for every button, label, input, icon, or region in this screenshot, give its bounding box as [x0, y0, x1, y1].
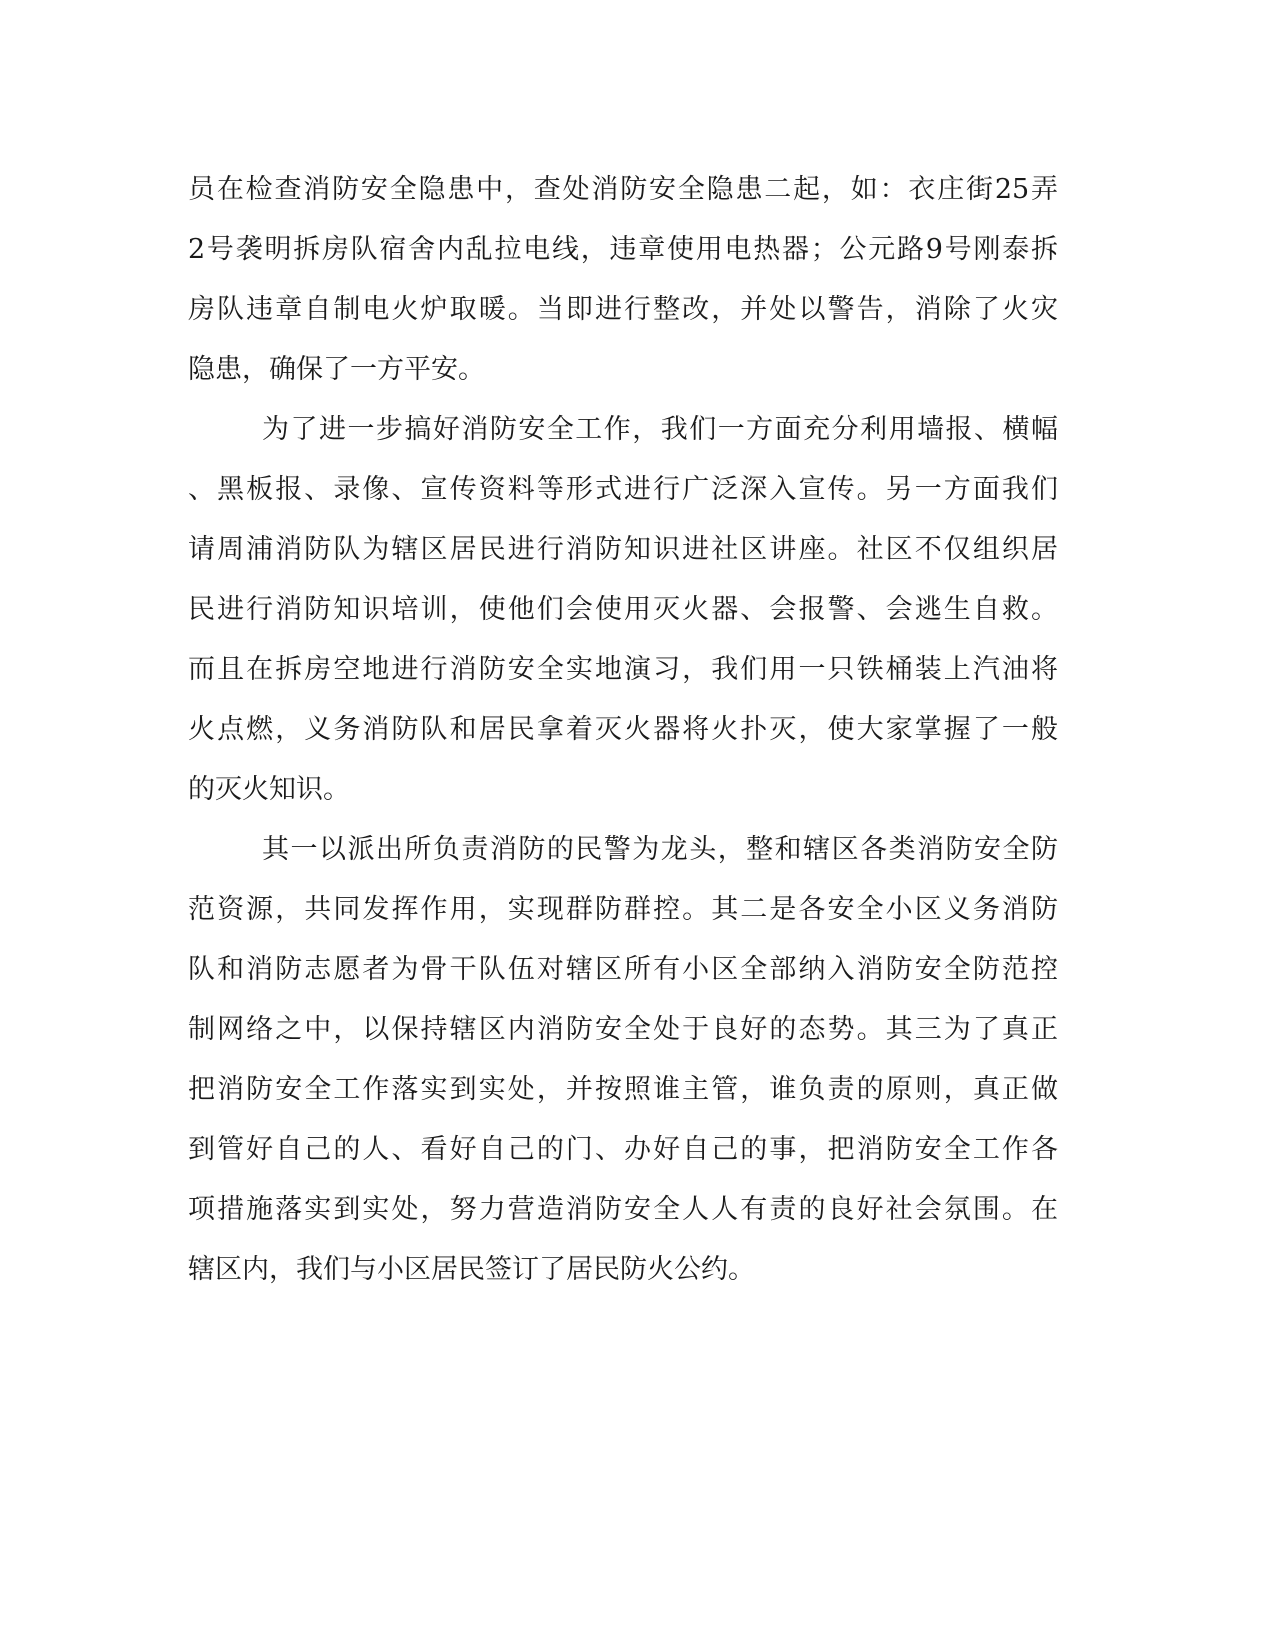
paragraph-line: 、黑板报、录像、宣传资料等形式进行广泛深入宣传。另一方面我们 [188, 474, 1058, 505]
paragraph-line: 隐患，确保了一方平安。 [188, 354, 485, 385]
paragraph-line: 员在检查消防安全隐患中，查处消防安全隐患二起，如：衣庄街25弄 [188, 174, 1058, 205]
paragraph-3 [188, 820, 1058, 1300]
paragraph-line: 范资源，共同发挥作用，实现群防群控。其二是各安全小区义务消防 [188, 894, 1058, 925]
paragraph-line: 而且在拆房空地进行消防安全实地演习，我们用一只铁桶装上汽油将 [188, 654, 1058, 685]
paragraph-line: 为了进一步搞好消防安全工作，我们一方面充分利用墙报、横幅 [262, 414, 1058, 445]
paragraph-line: 房队违章自制电火炉取暖。当即进行整改，并处以警告，消除了火灾 [188, 294, 1058, 325]
paragraph-line: 民进行消防知识培训，使他们会使用灭火器、会报警、会逃生自救。 [188, 594, 1058, 625]
paragraph-line: 火点燃，义务消防队和居民拿着灭火器将火扑灭，使大家掌握了一般 [188, 714, 1058, 745]
paragraph-line: 辖区内，我们与小区居民签订了居民防火公约。 [188, 1254, 755, 1285]
paragraph-line: 项措施落实到实处，努力营造消防安全人人有责的良好社会氛围。在 [188, 1194, 1058, 1225]
paragraph-line: 请周浦消防队为辖区居民进行消防知识进社区讲座。社区不仅组织居 [188, 534, 1058, 565]
paragraph-1 [188, 160, 1058, 400]
paragraph-line: 其一以派出所负责消防的民警为龙头，整和辖区各类消防安全防 [262, 834, 1058, 865]
paragraph-line: 队和消防志愿者为骨干队伍对辖区所有小区全部纳入消防安全防范控 [188, 954, 1058, 985]
paragraph-line: 的灭火知识。 [188, 774, 350, 805]
paragraph-line: 制网络之中，以保持辖区内消防安全处于良好的态势。其三为了真正 [188, 1014, 1058, 1045]
paragraph-line: 把消防安全工作落实到实处，并按照谁主管，谁负责的原则，真正做 [188, 1074, 1058, 1105]
body-text [188, 160, 1058, 1300]
paragraph-2 [188, 400, 1058, 820]
paragraph-line: 2号袭明拆房队宿舍内乱拉电线，违章使用电热器；公元路9号刚泰拆 [188, 234, 1058, 265]
paragraph-line: 到管好自己的人、看好自己的门、办好自己的事，把消防安全工作各 [188, 1134, 1058, 1165]
